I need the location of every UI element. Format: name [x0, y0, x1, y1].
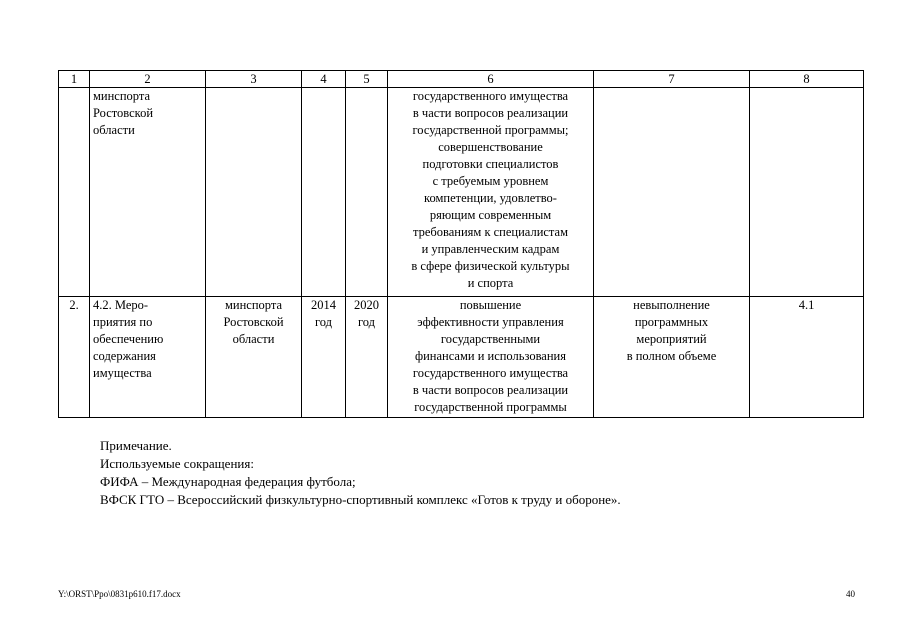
- cell-line: требованиям к специалистам: [412, 225, 569, 239]
- header-cell: 5: [346, 71, 388, 88]
- header-cell: 1: [59, 71, 90, 88]
- cell-line: компетенции, удовлетво-: [424, 191, 557, 205]
- row-number: [59, 88, 90, 297]
- cell-line: государственного имущества: [412, 366, 569, 380]
- header-cell: 2: [90, 71, 206, 88]
- link-cell: [750, 88, 864, 297]
- cell-line: Ростовской: [93, 106, 154, 120]
- cell-line: области: [232, 332, 275, 346]
- consequence-cell: [594, 88, 750, 297]
- cell-line: государственной программы: [414, 400, 567, 414]
- cell-line: и управленческим кадрам: [421, 242, 560, 256]
- note-title: Примечание.: [100, 438, 172, 453]
- cell-line: государственной программы;: [412, 123, 569, 137]
- cell-line: невыполнение: [633, 298, 710, 312]
- note-subtitle: Используемые сокращения:: [100, 456, 254, 471]
- page-number: 40: [846, 589, 855, 599]
- header-cell: 6: [388, 71, 594, 88]
- executor-cell: [206, 88, 302, 297]
- cell-line: финансами и использования: [415, 349, 566, 363]
- link-cell: [750, 297, 864, 418]
- cell-line: совершенствование: [438, 140, 543, 154]
- cell-line: приятия по: [93, 315, 153, 329]
- cell-line: в полном объеме: [626, 349, 717, 363]
- end-year-cell: [346, 88, 388, 297]
- cell-line: и спорта: [467, 276, 514, 290]
- note-block: [100, 437, 621, 509]
- file-path: Y:\ORST\Ppo\0831p610.f17.docx: [58, 589, 181, 599]
- cell-line: год: [314, 315, 333, 329]
- cell-line: год: [357, 315, 376, 329]
- responsible-cell: [90, 88, 206, 297]
- consequence-cell: [594, 297, 750, 418]
- cell-line: минспорта: [224, 298, 283, 312]
- cell-line: имущества: [93, 366, 152, 380]
- start-year-cell: [302, 297, 346, 418]
- cell-line: программных: [634, 315, 709, 329]
- header-cell: 4: [302, 71, 346, 88]
- header-cell: 8: [750, 71, 864, 88]
- cell-line: в части вопросов реализации: [412, 383, 569, 397]
- cell-line: мероприятий: [636, 332, 707, 346]
- header-row: [59, 71, 864, 88]
- cell-line: государственными: [440, 332, 541, 346]
- abbreviation-item: ФИФА – Международная федерация футбола;: [100, 474, 356, 489]
- header-cell: 7: [594, 71, 750, 88]
- abbreviation-item: ВФСК ГТО – Всероссийский физкультурно-спортивный комплекс «Готов к труду и обороне».: [100, 492, 621, 507]
- result-cell: [388, 297, 594, 418]
- cell-line: 2020: [354, 298, 379, 312]
- cell-line: области: [93, 123, 135, 137]
- table-row: [59, 297, 864, 418]
- table-row: [59, 88, 864, 297]
- executor-cell: [206, 297, 302, 418]
- cell-line: эффективности управления: [417, 315, 564, 329]
- event-name-cell: [90, 297, 206, 418]
- row-number: 2.: [59, 297, 90, 418]
- cell-line: в части вопросов реализации: [412, 106, 569, 120]
- start-year-cell: [302, 88, 346, 297]
- cell-line: 2014: [311, 298, 336, 312]
- cell-line: содержания: [93, 349, 156, 363]
- cell-line: минспорта: [93, 89, 151, 103]
- program-table: [58, 70, 864, 418]
- cell-line: 4.2. Меро-: [93, 298, 149, 312]
- end-year-cell: [346, 297, 388, 418]
- cell-line: Ростовской: [223, 315, 284, 329]
- cell-line: государственного имущества: [412, 89, 569, 103]
- cell-line: в сфере физической культуры: [411, 259, 570, 273]
- header-cell: 3: [206, 71, 302, 88]
- cell-line: подготовки специалистов: [422, 157, 559, 171]
- cell-line: 4.1: [798, 298, 815, 312]
- cell-line: обеспечению: [93, 332, 164, 346]
- cell-line: с требуемым уровнем: [432, 174, 549, 188]
- result-cell: [388, 88, 594, 297]
- cell-line: ряющим современным: [429, 208, 552, 222]
- cell-line: повышение: [459, 298, 522, 312]
